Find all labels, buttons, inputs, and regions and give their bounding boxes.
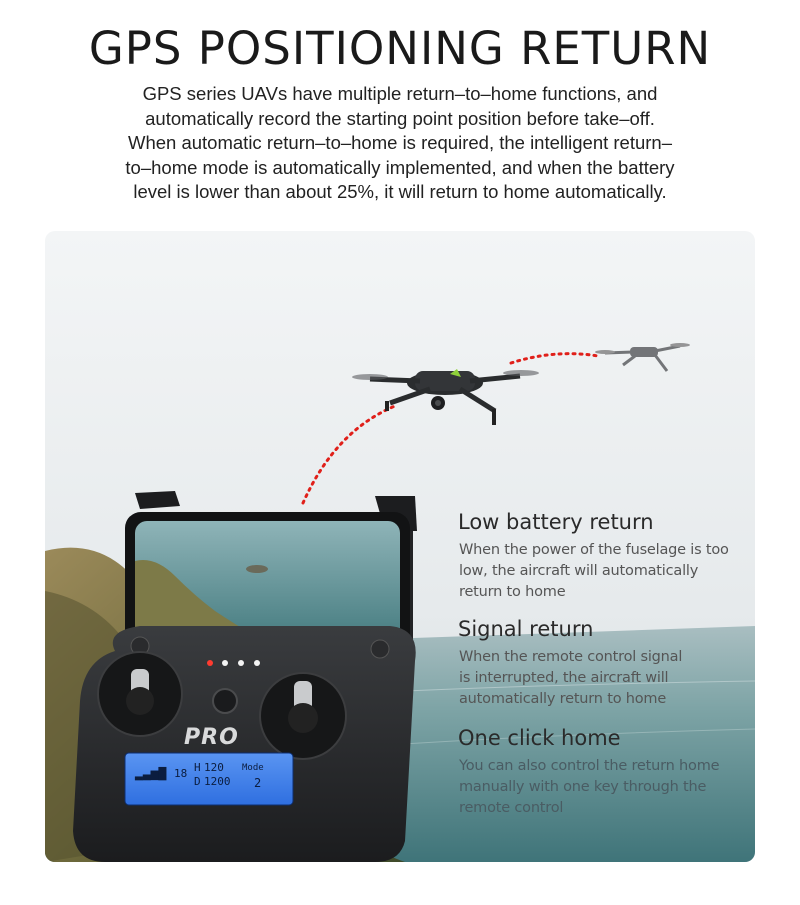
mode-value: 2: [254, 776, 262, 790]
feature-description: [459, 647, 748, 710]
satellite-count: 18: [174, 767, 188, 780]
feature-one-click-home: [458, 726, 748, 819]
intro-line: When automatic return–to–home is required, the intelligent return–: [128, 132, 672, 153]
shoulder-button: [371, 640, 389, 658]
signal-bars-icon: ▂▃▅▇: [135, 766, 167, 781]
intro-line: automatically record the starting point position before take–off.: [145, 107, 655, 129]
height-label: H: [194, 761, 201, 774]
controller-brand: PRO: [184, 725, 239, 750]
feature-line: You can also control the return home: [459, 758, 720, 774]
intro-line: level is lower than about 25%, it will return to home automatically.: [133, 181, 667, 202]
feature-title: One click home: [458, 726, 621, 750]
feature-line: is interrupted, the aircraft will: [459, 670, 669, 686]
feature-title: Signal return: [458, 617, 594, 641]
page-title: GPS POSITIONING RETURN: [88, 22, 712, 75]
feature-description: [459, 756, 748, 819]
feature-description: [459, 540, 748, 603]
intro-line: GPS series UAVs have multiple return–to–home functions, and: [142, 83, 658, 104]
power-button: [213, 689, 237, 713]
feature-line: manually with one key through the: [459, 779, 707, 795]
intro-line: to–home mode is automatically implemented, and when the battery: [125, 156, 675, 178]
intro-paragraph: [40, 82, 760, 205]
distance-label: D: [194, 775, 201, 788]
mode-label: Mode: [242, 763, 264, 773]
feature-line: When the power of the fuselage is too: [459, 542, 729, 558]
feature-line: remote control: [459, 800, 564, 816]
feature-title: Low battery return: [458, 510, 654, 534]
height-value: 120: [204, 761, 224, 774]
feature-signal-return: [458, 617, 748, 710]
feature-low-battery-return: [458, 510, 748, 603]
feature-line: low, the aircraft will automatically: [459, 563, 699, 579]
feature-line: return to home: [459, 584, 566, 600]
feature-line: automatically return to home: [459, 691, 667, 707]
distance-value: 1200: [204, 775, 231, 788]
lcd-readout: [130, 758, 290, 804]
feature-line: When the remote control signal: [459, 649, 683, 665]
